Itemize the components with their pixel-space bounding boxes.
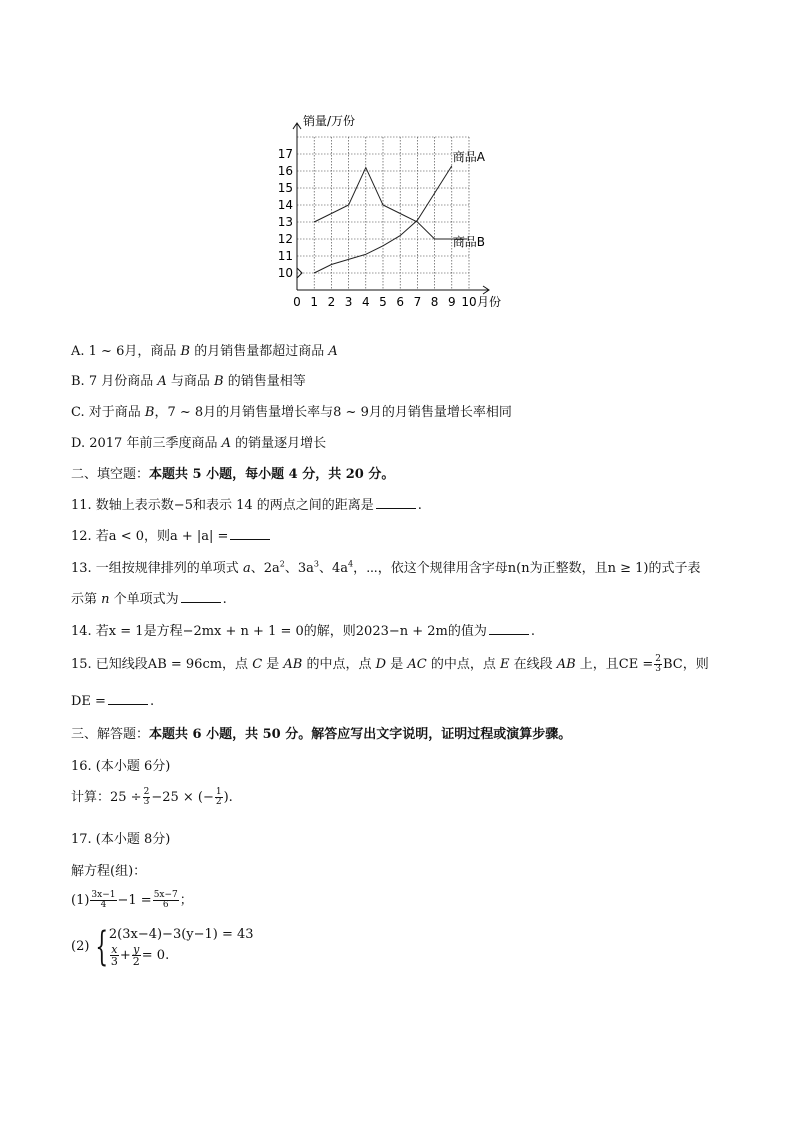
fraction: $\frac{y}{2}$	[132, 943, 140, 968]
x-tick-label: 8	[430, 295, 439, 309]
fraction: $\frac{3x-1}{4}$	[91, 890, 116, 910]
y-tick-label: 17	[277, 147, 293, 161]
sales-line-chart	[277, 88, 520, 313]
question-16-title: 16. (本小题 6分)	[71, 759, 171, 774]
answer-blank	[108, 692, 148, 705]
chart-series	[314, 166, 467, 273]
y-tick-label: 13	[277, 215, 293, 229]
y-tick-label: 12	[277, 232, 293, 246]
series-label-a: 商品A	[452, 149, 486, 164]
x-tick-label: 7	[413, 295, 422, 309]
fraction: $\frac{5x-7}{6}$	[153, 890, 178, 910]
system-brace: {	[95, 923, 109, 970]
section-heading-fill-blank: 二、填空题：本题共 5 小题，每小题 4 分，共 20 分。	[71, 467, 395, 482]
question-11: 11. 数轴上表示数−5和表示 14 的两点之间的距离是 .	[71, 498, 422, 513]
series-label-b: 商品B	[452, 234, 486, 249]
answer-blank	[181, 590, 221, 603]
chart-grid	[297, 137, 469, 290]
chart-labels	[278, 113, 501, 309]
x-tick-label: 2	[327, 295, 336, 309]
y-tick-label: 15	[277, 181, 293, 195]
x-tick-label: 0	[293, 295, 301, 309]
question-15: 15. 已知线段AB = 96cm，点 C 是 AB 的中点，点 D 是 AC 的中点，点 E 在线段 AB 上，且CE = $\frac{2}{3}$ BC，则	[71, 654, 709, 674]
question-17-part1: (1) $\frac{3x-1}{4}$ −1 = $\frac{5x-7}{6}$ ；	[71, 890, 193, 910]
question-17-title: 17. (本小题 8分)	[71, 832, 171, 847]
question-13-cont: 示第 n 个单项式为 .	[71, 592, 227, 607]
answer-blank	[230, 527, 270, 540]
answer-blank	[489, 622, 529, 635]
option-a: A. 1 ~ 6月，商品 B 的月销售量都超过商品 A	[71, 344, 338, 359]
y-tick-label: 10	[277, 266, 293, 280]
fraction: $\frac{1}{2}$	[215, 787, 222, 807]
question-16-expression: 计算：25 ÷ $\frac{2}{3}$ −25 × (− $\frac{1}{2}$ ).	[71, 787, 233, 807]
x-tick-label: 10	[461, 295, 477, 309]
question-17-part2: (2) { 2(3x−4)−3(y−1) = 43 $\frac{x}{3}$ + $\frac{y}{2}$ = 0.	[71, 923, 254, 970]
y-tick-label: 14	[277, 198, 293, 212]
y-tick-label: 16	[277, 164, 293, 178]
x-tick-label: 9	[447, 295, 456, 309]
answer-blank	[376, 496, 416, 509]
option-d: D. 2017 年前三季度商品 A 的销量逐月增长	[71, 436, 327, 451]
x-axis-label: 月份	[477, 295, 502, 309]
section-heading-solve: 三、解答题：本题共 6 小题，共 50 分。解答应写出文字说明，证明过程或演算步骤。	[71, 727, 572, 742]
question-13: 13. 一组按规律排列的单项式 a、$2a^2$、$3a^3$、$4a^4$，⋯，依这个规律用含字母n(n为正整数，且n ≥ 1)的式子表	[71, 559, 701, 576]
x-tick-label: 4	[361, 295, 370, 309]
fraction: $\frac{2}{3}$	[655, 654, 662, 674]
question-12: 12. 若a < 0，则a + |a| =	[71, 525, 272, 544]
x-tick-label: 6	[396, 295, 405, 309]
fraction: $\frac{2}{3}$	[143, 787, 150, 807]
question-15-cont: DE = .	[71, 694, 155, 709]
question-17-intro: 解方程(组)：	[71, 864, 147, 879]
x-tick-label: 1	[310, 295, 319, 309]
fraction: $\frac{x}{3}$	[110, 943, 118, 968]
y-axis-label: 销量/万份	[303, 114, 356, 128]
y-tick-label: 11	[277, 249, 293, 263]
option-c: C. 对于商品 B，7 ~ 8月的月销售量增长率与8 ~ 9月的月销售量增长率相同	[71, 405, 512, 420]
x-tick-label: 3	[344, 295, 353, 309]
question-14: 14. 若x = 1是方程−2mx + n + 1 = 0的解，则2023−n + 2m的值为 .	[71, 624, 536, 639]
x-tick-label: 5	[379, 295, 387, 309]
option-b: B. 7 月份商品 A 与商品 B 的销售量相等	[71, 374, 306, 389]
